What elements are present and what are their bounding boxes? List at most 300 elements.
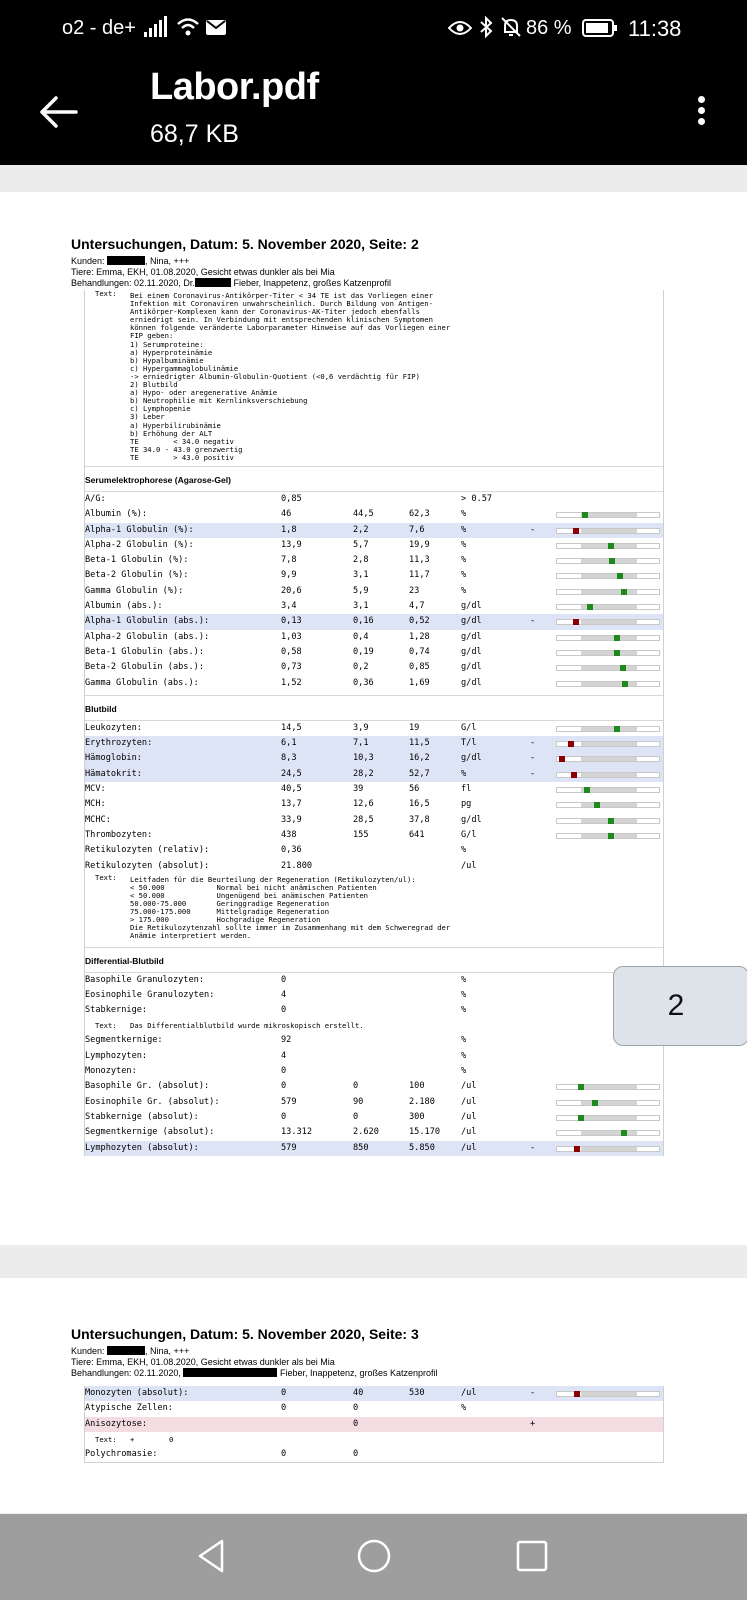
unit: % [461, 768, 467, 779]
table-row [85, 523, 663, 538]
battery-percent: 86 % [526, 17, 572, 39]
ref-low: 0,36 [353, 677, 374, 688]
ref-high: 23 [409, 585, 420, 596]
reticulocyte-text: Text: Leitfaden für die Beurteilung der Regeneration (Retikulozyten/ul): < 50.000 Normal bei nicht anämischen Patienten < 50.000 Ungenügend bei anämischen Patienten 50.000-75.000 Geringgradige Regeneration 75.000-175.000 Mittelgradige Regeneration > 175.000 Hochgradige Regeneration Die Retikulozytenzahl sollte immer im Zusammenhang mit dem Schweregrad der Anämie interpretiert werden. [95, 872, 451, 941]
document-title: Labor.pdf [150, 66, 319, 108]
value-marker [608, 833, 614, 839]
value-marker [621, 1130, 627, 1136]
table-row [85, 568, 663, 583]
redaction-block [183, 1368, 277, 1377]
test-name: Anisozytose: [85, 1418, 148, 1429]
ref-low: 39 [353, 784, 364, 795]
unit: g/dl [461, 616, 482, 627]
test-name: Segmentkernige (absolut): [85, 1127, 215, 1138]
test-value: 0 [281, 1403, 287, 1414]
test-value: 33,9 [281, 814, 302, 825]
carrier-label: o2 - de+ [62, 17, 136, 39]
reference-range-bar [556, 818, 660, 824]
unit: > 0.57 [461, 493, 493, 504]
reference-range-bar [556, 681, 660, 687]
navigation-bar [0, 1514, 747, 1600]
flag: - [530, 1388, 536, 1398]
mute-bell-icon [500, 16, 522, 38]
ref-high: 5.850 [409, 1142, 435, 1153]
test-value: 579 [281, 1096, 297, 1107]
reference-range-bar [556, 512, 660, 518]
ref-high: 11,7 [409, 570, 430, 581]
table-row [85, 843, 663, 858]
test-value: 14,5 [281, 722, 302, 733]
ref-low: 0,16 [353, 616, 374, 627]
reference-range [581, 803, 637, 807]
flag: - [530, 524, 536, 535]
test-value: 0 [281, 1066, 287, 1077]
table-row [85, 645, 663, 660]
table-row [85, 1033, 663, 1048]
value-marker [573, 619, 579, 625]
ref-high: 15.170 [409, 1127, 441, 1138]
ref-low: 0,19 [353, 646, 374, 657]
test-value: 1,52 [281, 677, 302, 688]
table-row [85, 1095, 663, 1110]
ref-low: 850 [353, 1142, 369, 1153]
lab-results-table [84, 290, 664, 1156]
ref-low: 10,3 [353, 753, 374, 764]
test-value: 9,9 [281, 570, 297, 581]
unit: % [461, 1005, 467, 1016]
test-value: 0 [281, 1081, 287, 1092]
table-row [85, 1079, 663, 1094]
table-row [85, 988, 663, 1003]
test-value: 438 [281, 829, 297, 840]
test-name: Hämoglobin: [85, 753, 142, 764]
unit: /ul [461, 1096, 477, 1107]
table-row [85, 736, 663, 751]
ref-high: 56 [409, 784, 420, 795]
nav-recents-icon[interactable] [512, 1536, 552, 1576]
page-title: Untersuchungen, Datum: 5. November 2020, Seite: 2 [71, 236, 419, 252]
ref-high: 37,8 [409, 814, 430, 825]
lab-results-table [84, 1386, 664, 1463]
unit: % [461, 585, 467, 596]
test-value: 24,5 [281, 768, 302, 779]
test-name: Stabkernige: [85, 1005, 148, 1016]
value-marker [609, 558, 615, 564]
test-value: 92 [281, 1035, 292, 1046]
ref-high: 100 [409, 1081, 425, 1092]
table-row [85, 828, 663, 843]
test-name: Beta-1 Globulin (%): [85, 555, 189, 566]
reference-range-bar [556, 1130, 660, 1136]
test-name: Eosinophile Granulozyten: [85, 989, 215, 1000]
ref-low: 90 [353, 1096, 364, 1107]
test-value: 46 [281, 509, 292, 520]
unit: g/dl [461, 631, 482, 642]
unit: % [461, 1050, 467, 1061]
reference-range [581, 1101, 637, 1105]
unit: T/l [461, 738, 477, 749]
file-size: 68,7 KB [150, 120, 239, 148]
unit: % [461, 989, 467, 1000]
nav-home-icon[interactable] [354, 1536, 394, 1576]
ref-low: 3,1 [353, 570, 369, 581]
value-marker [608, 543, 614, 549]
unit: /ul [461, 1111, 477, 1122]
reference-range [581, 529, 637, 533]
value-marker [578, 1115, 584, 1121]
ref-low: 0 [353, 1081, 359, 1092]
test-name: Gamma Globulin (abs.): [85, 677, 199, 688]
ref-high: 1,28 [409, 631, 430, 642]
flag: - [530, 768, 536, 779]
unit: fl [461, 784, 472, 795]
table-row [85, 492, 663, 507]
reference-range [581, 1116, 637, 1120]
value-marker [559, 756, 565, 762]
reference-range [581, 636, 637, 640]
test-value: 20,6 [281, 585, 302, 596]
ref-low: 0 [353, 1448, 359, 1459]
table-row [85, 599, 663, 614]
value-marker [574, 1146, 580, 1152]
ref-high: 52,7 [409, 768, 430, 779]
table-row [85, 584, 663, 599]
ref-low: 3,1 [353, 601, 369, 612]
tiere-line: Tiere: Emma, EKH, 01.08.2020, Gesicht etwas dunkler als bei Mia [71, 1357, 335, 1367]
test-name: Beta-1 Globulin (abs.): [85, 646, 204, 657]
value-marker [621, 589, 627, 595]
ref-low: 44,5 [353, 509, 374, 520]
test-name: Lymphozyten: [85, 1050, 148, 1061]
reference-range [581, 1392, 637, 1396]
table-row [85, 1417, 663, 1432]
reference-range-bar [556, 604, 660, 610]
reference-range-bar [556, 787, 660, 793]
table-row [85, 1110, 663, 1125]
unit: g/dl [461, 677, 482, 688]
test-value: 4 [281, 1050, 287, 1061]
test-value: 0,13 [281, 616, 302, 627]
status-bar [0, 0, 747, 56]
ref-high: 4,7 [409, 601, 425, 612]
table-row [85, 797, 663, 812]
eye-comfort-icon [448, 19, 472, 37]
flag: - [530, 753, 536, 764]
test-name: Albumin (abs.): [85, 601, 163, 612]
ref-high: 16,2 [409, 753, 430, 764]
bluetooth-icon [479, 16, 493, 38]
unit: /ul [461, 1127, 477, 1138]
reference-range [581, 574, 637, 578]
test-value: 0 [281, 1005, 287, 1016]
table-row [85, 1049, 663, 1064]
table-row [85, 630, 663, 645]
reference-range-bar [556, 726, 660, 732]
test-name: Atypische Zellen: [85, 1403, 173, 1414]
reference-range [581, 513, 637, 517]
table-row [85, 767, 663, 782]
test-name: Basophile Gr. (absolut): [85, 1081, 210, 1092]
ref-low: 0,4 [353, 631, 369, 642]
reference-range-bar [556, 741, 660, 747]
table-row [85, 813, 663, 828]
test-name: Beta-2 Globulin (%): [85, 570, 189, 581]
reference-range [581, 682, 637, 686]
page-header [71, 236, 419, 289]
redaction-block [195, 278, 231, 287]
table-row [85, 721, 663, 736]
unit: % [461, 539, 467, 550]
value-marker [568, 741, 574, 747]
test-value: 40,5 [281, 784, 302, 795]
page-number-indicator: 2 [613, 966, 747, 1046]
value-marker [587, 604, 593, 610]
anisozytose-text: Text: + 0 [95, 1434, 174, 1444]
unit: G/l [461, 722, 477, 733]
test-name: A/G: [85, 493, 106, 504]
test-value: 0,85 [281, 493, 302, 504]
ref-low: 0,2 [353, 662, 369, 673]
behandlungen-line: Behandlungen: 02.11.2020, Fieber, Inappetenz, großes Katzenprofil [71, 1368, 438, 1378]
test-name: Alpha-2 Globulin (%): [85, 539, 194, 550]
reference-range-bar [556, 619, 660, 625]
value-marker [592, 1100, 598, 1106]
section-blutbild: Blutbild [85, 695, 663, 721]
value-marker [584, 787, 590, 793]
ref-low: 2,2 [353, 524, 369, 535]
ref-low: 28,2 [353, 768, 374, 779]
unit: % [461, 555, 467, 566]
table-row [85, 1064, 663, 1079]
value-marker [622, 681, 628, 687]
ref-low: 5,9 [353, 585, 369, 596]
flag: + [530, 1418, 536, 1429]
unit: % [461, 1403, 467, 1414]
ref-high: 530 [409, 1388, 425, 1398]
test-value: 3,4 [281, 601, 297, 612]
test-value: 0,36 [281, 845, 302, 856]
table-row [85, 859, 663, 874]
reference-range-bar [556, 528, 660, 534]
redaction-block [107, 256, 145, 265]
unit: % [461, 509, 467, 520]
reference-range-bar [556, 650, 660, 656]
ref-low: 5,7 [353, 539, 369, 550]
unit: % [461, 1066, 467, 1077]
test-value: 13,9 [281, 539, 302, 550]
reference-range [581, 590, 637, 594]
more-options-icon[interactable] [686, 96, 716, 136]
redaction-block [107, 1346, 145, 1355]
test-name: MCV: [85, 784, 106, 795]
table-row [85, 1447, 663, 1462]
test-name: Gamma Globulin (%): [85, 585, 184, 596]
reference-range-bar [556, 573, 660, 579]
unit: g/dl [461, 646, 482, 657]
test-name: Lymphozyten (absolut): [85, 1142, 199, 1153]
table-row [85, 973, 663, 988]
table-row [85, 660, 663, 675]
ref-high: 62,3 [409, 509, 430, 520]
unit: g/dl [461, 814, 482, 825]
test-name: MCHC: [85, 814, 111, 825]
signal-icon [144, 15, 170, 37]
unit: % [461, 845, 467, 856]
reference-range-bar [556, 635, 660, 641]
test-name: Stabkernige (absolut): [85, 1111, 199, 1122]
reference-range-bar [556, 558, 660, 564]
test-name: Alpha-2 Globulin (abs.): [85, 631, 210, 642]
test-name: Erythrozyten: [85, 738, 153, 749]
table-row [85, 1141, 663, 1156]
test-value: 1,8 [281, 524, 297, 535]
ref-high: 0,74 [409, 646, 430, 657]
test-value: 0,73 [281, 662, 302, 673]
test-name: Eosinophile Gr. (absolut): [85, 1096, 220, 1107]
ref-high: 0,52 [409, 616, 430, 627]
value-marker [594, 802, 600, 808]
reference-range [581, 1131, 637, 1135]
value-marker [582, 512, 588, 518]
ref-high: 19 [409, 722, 420, 733]
nav-back-icon[interactable] [192, 1536, 232, 1576]
reference-range-bar [556, 1391, 660, 1397]
reference-range-bar [556, 802, 660, 808]
mail-icon [206, 20, 226, 35]
intro-text: Text: Bei einem Coronavirus-Antikörper-Titer < 34 TE ist das Vorliegen einer Infektion mit Coronaviren unwahrscheinlich. Durch Bildung von Antigen- Antikörper-Komplexen kann der Coronavirus-AK-Titer jedoch ebenfalls erniedrigt sein. In Verbindung mit entsprechenden klinischen Symptomen können folgende veränderte Laborparameter Hinweise auf das Vorliegen einer FIP geben: 1) Serumproteine: a) Hyperproteinämie b) Hypalbuminämie c) Hypergammaglobulinämie -> erniedrigter Albumin-Globulin-Quotient (<0,6 verdächtig für FIP) 2) Blutbild a) Hypo- oder aregenerative Anämie b) Neutrophilie mit Kernlinksverschiebung c) Lymphopenie 3) Leber a) Hyperbilirubinämie b) Erhöhung der ALT TE < 34.0 negativ TE 34.0 - 43.0 grenzwertig TE > 43.0 positiv [95, 289, 451, 462]
test-name: Albumin (%): [85, 509, 148, 520]
table-row [85, 1125, 663, 1140]
test-name: Retikulozyten (relativ): [85, 845, 210, 856]
page-title: Untersuchungen, Datum: 5. November 2020, Seite: 3 [71, 1326, 419, 1342]
tiere-line: Tiere: Emma, EKH, 01.08.2020, Gesicht etwas dunkler als bei Mia [71, 267, 335, 277]
reference-range-bar [556, 772, 660, 778]
unit: /ul [461, 1142, 477, 1153]
test-name: Hämatokrit: [85, 768, 142, 779]
wifi-icon [176, 16, 200, 38]
unit: % [461, 1035, 467, 1046]
test-name: MCH: [85, 799, 106, 810]
reference-range-bar [556, 1100, 660, 1106]
flag: - [530, 616, 536, 627]
unit: G/l [461, 829, 477, 840]
ref-low: 0 [353, 1111, 359, 1122]
table-row [85, 782, 663, 797]
test-value: 21.800 [281, 860, 313, 871]
test-value: 4 [281, 989, 287, 1000]
unit: % [461, 974, 467, 985]
test-name: Alpha-1 Globulin (abs.): [85, 616, 210, 627]
back-arrow-icon[interactable] [36, 90, 80, 134]
ref-low: 2,8 [353, 555, 369, 566]
reference-range [581, 773, 637, 777]
ref-high: 300 [409, 1111, 425, 1122]
unit: pg [461, 799, 472, 810]
unit: g/dl [461, 662, 482, 673]
differential-text: Text: Das Differentialblutbild wurde mikroskopisch erstellt. [95, 1021, 364, 1031]
reference-range-bar [556, 1146, 660, 1152]
reference-range-bar [556, 589, 660, 595]
value-marker [617, 573, 623, 579]
ref-low: 7,1 [353, 738, 369, 749]
reference-range-bar [556, 756, 660, 762]
test-name: Alpha-1 Globulin (%): [85, 524, 194, 535]
ref-high: 7,6 [409, 524, 425, 535]
unit: % [461, 524, 467, 535]
flag: - [530, 1142, 536, 1153]
ref-low: 12,6 [353, 799, 374, 810]
kunden-line: Kunden: , Nina, +++ [71, 256, 190, 266]
value-marker [578, 1084, 584, 1090]
reference-range [581, 757, 637, 761]
value-marker [614, 635, 620, 641]
reference-range [581, 1147, 637, 1151]
test-value: 13,7 [281, 799, 302, 810]
table-row [85, 751, 663, 766]
ref-high: 11,5 [409, 738, 430, 749]
value-marker [571, 772, 577, 778]
value-marker [620, 665, 626, 671]
ref-high: 11,3 [409, 555, 430, 566]
unit: g/dl [461, 601, 482, 612]
test-name: Leukozyten: [85, 722, 142, 733]
unit: /ul [461, 1388, 477, 1398]
ref-low: 0 [353, 1403, 359, 1414]
ref-high: 16,5 [409, 799, 430, 810]
section-differential-blutbild: Differential-Blutbild [85, 947, 663, 973]
reference-range [581, 620, 637, 624]
ref-low: 40 [353, 1388, 364, 1398]
table-row [85, 1003, 663, 1018]
test-name: Basophile Granulozyten: [85, 974, 204, 985]
reference-range-bar [556, 665, 660, 671]
ref-low: 2.620 [353, 1127, 379, 1138]
test-name: Thrombozyten: [85, 829, 153, 840]
test-value: 0 [281, 1111, 287, 1122]
ref-low: 28,5 [353, 814, 374, 825]
value-marker [614, 650, 620, 656]
unit: g/dl [461, 753, 482, 764]
reference-range-bar [556, 1115, 660, 1121]
ref-low: 3,9 [353, 722, 369, 733]
pdf-page-2 [0, 192, 747, 1245]
reference-range [581, 666, 637, 670]
ref-low: 0 [353, 1418, 359, 1429]
unit: % [461, 570, 467, 581]
clock: 11:38 [628, 16, 682, 41]
unit: /ul [461, 1081, 477, 1092]
section-serumelektrophorese: Serumelektrophorese (Agarose-Gel) [85, 466, 663, 492]
table-row [85, 1386, 663, 1401]
test-value: 0 [281, 974, 287, 985]
app-top-bar [0, 0, 747, 165]
page-header [71, 1326, 438, 1379]
test-name: Retikulozyten (absolut): [85, 860, 210, 871]
test-name: Polychromasie: [85, 1448, 158, 1459]
test-value: 13.312 [281, 1127, 313, 1138]
test-value: 6,1 [281, 738, 297, 749]
battery-icon [582, 18, 618, 38]
flag: - [530, 738, 536, 749]
value-marker [608, 818, 614, 824]
reference-range [581, 742, 637, 746]
table-row [85, 553, 663, 568]
test-value: 579 [281, 1142, 297, 1153]
ref-high: 1,69 [409, 677, 430, 688]
ref-high: 0,85 [409, 662, 430, 673]
test-name: Beta-2 Globulin (abs.): [85, 662, 204, 673]
table-row [85, 538, 663, 553]
